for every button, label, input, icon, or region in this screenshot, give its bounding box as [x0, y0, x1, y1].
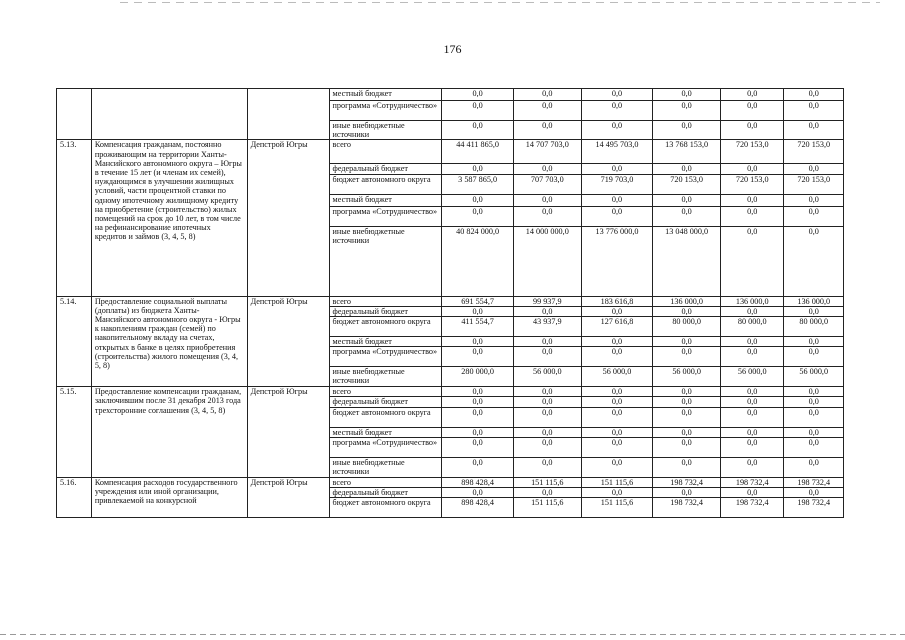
table-row	[57, 140, 844, 164]
page-number: 176	[443, 42, 462, 56]
amount-cell: 0,0	[581, 347, 653, 367]
budget-table-body	[57, 89, 844, 518]
amount-cell: 99 937,9	[513, 296, 581, 306]
funding-source: всего	[329, 296, 442, 306]
amount-cell: 0,0	[720, 347, 784, 367]
funding-source: программа «Сотрудничество»	[329, 347, 442, 367]
amount-cell: 198 732,4	[784, 498, 844, 518]
amount-cell: 691 554,7	[442, 296, 514, 306]
amount-cell: 0,0	[513, 164, 581, 174]
amount-cell: 0,0	[653, 89, 721, 101]
amount-cell: 136 000,0	[720, 296, 784, 306]
amount-cell: 0,0	[442, 121, 514, 140]
amount-cell: 0,0	[720, 121, 784, 140]
funding-source: местный бюджет	[329, 89, 442, 101]
item-number: 5.16.	[57, 477, 92, 517]
amount-cell: 56 000,0	[581, 367, 653, 387]
amount-cell: 0,0	[581, 407, 653, 427]
amount-cell: 0,0	[581, 164, 653, 174]
amount-cell: 720 153,0	[784, 174, 844, 194]
amount-cell: 0,0	[784, 347, 844, 367]
funding-source: программа «Сотрудничество»	[329, 101, 442, 121]
amount-cell: 0,0	[581, 337, 653, 347]
amount-cell: 720 153,0	[720, 140, 784, 164]
amount-cell: 0,0	[442, 437, 514, 457]
funding-source: федеральный бюджет	[329, 488, 442, 498]
amount-cell: 0,0	[653, 437, 721, 457]
amount-cell: 0,0	[784, 457, 844, 477]
amount-cell: 720 153,0	[653, 174, 721, 194]
amount-cell: 0,0	[653, 457, 721, 477]
amount-cell: 0,0	[513, 194, 581, 206]
amount-cell: 0,0	[513, 101, 581, 121]
amount-cell: 0,0	[653, 488, 721, 498]
amount-cell: 0,0	[653, 306, 721, 316]
amount-cell: 0,0	[442, 206, 514, 226]
amount-cell: 0,0	[581, 427, 653, 437]
amount-cell: 0,0	[581, 457, 653, 477]
amount-cell: 0,0	[581, 121, 653, 140]
amount-cell: 0,0	[784, 206, 844, 226]
funding-source: местный бюджет	[329, 427, 442, 437]
amount-cell: 13 776 000,0	[581, 226, 653, 296]
item-description: Предоставление социальной выплаты (доплаты) из бюджета Ханты-Мансийского автономного округа - Югры к накоплениям граждан (семей) по накопительному вкладу на счетах, открытых в банке в целях приобретения (строительства) жилого помещения (3, 4, 5, 8)	[91, 296, 247, 387]
amount-cell: 0,0	[784, 407, 844, 427]
funding-source: иные внебюджетные источники	[329, 367, 442, 387]
amount-cell: 0,0	[581, 89, 653, 101]
amount-cell: 0,0	[653, 397, 721, 407]
amount-cell: 0,0	[442, 194, 514, 206]
amount-cell: 0,0	[653, 427, 721, 437]
item-description: Предоставление компенсации гражданам, заключившим после 31 декабря 2013 года трехсторонние соглашения (3, 4, 5, 8)	[91, 387, 247, 478]
amount-cell: 898 428,4	[442, 477, 514, 487]
table-row	[57, 89, 844, 101]
amount-cell: 0,0	[784, 437, 844, 457]
amount-cell: 0,0	[513, 89, 581, 101]
amount-cell: 0,0	[784, 337, 844, 347]
amount-cell: 44 411 865,0	[442, 140, 514, 164]
amount-cell: 0,0	[581, 437, 653, 457]
amount-cell: 0,0	[442, 306, 514, 316]
amount-cell: 0,0	[513, 488, 581, 498]
funding-source: иные внебюджетные источники	[329, 226, 442, 296]
amount-cell: 127 616,8	[581, 317, 653, 337]
amount-cell: 80 000,0	[784, 317, 844, 337]
amount-cell: 0,0	[720, 337, 784, 347]
item-executor: Депстрой Югры	[247, 477, 329, 517]
amount-cell: 280 000,0	[442, 367, 514, 387]
amount-cell: 80 000,0	[720, 317, 784, 337]
amount-cell: 411 554,7	[442, 317, 514, 337]
amount-cell: 0,0	[720, 226, 784, 296]
amount-cell: 0,0	[442, 407, 514, 427]
amount-cell: 0,0	[720, 488, 784, 498]
funding-source: бюджет автономного округа	[329, 317, 442, 337]
amount-cell: 0,0	[653, 407, 721, 427]
amount-cell: 198 732,4	[784, 477, 844, 487]
amount-cell: 0,0	[513, 206, 581, 226]
amount-cell: 0,0	[653, 337, 721, 347]
amount-cell: 898 428,4	[442, 498, 514, 518]
item-description	[91, 89, 247, 140]
funding-source: иные внебюджетные источники	[329, 121, 442, 140]
amount-cell: 0,0	[720, 407, 784, 427]
amount-cell: 14 000 000,0	[513, 226, 581, 296]
funding-source: иные внебюджетные источники	[329, 457, 442, 477]
amount-cell: 0,0	[442, 387, 514, 397]
item-executor: Депстрой Югры	[247, 296, 329, 387]
amount-cell: 720 153,0	[720, 174, 784, 194]
funding-source: бюджет автономного округа	[329, 407, 442, 427]
item-number: 5.13.	[57, 140, 92, 296]
funding-source: всего	[329, 477, 442, 487]
scan-edge-top	[120, 2, 880, 3]
amount-cell: 0,0	[720, 206, 784, 226]
amount-cell: 0,0	[720, 101, 784, 121]
amount-cell: 0,0	[784, 101, 844, 121]
item-executor	[247, 89, 329, 140]
amount-cell: 0,0	[442, 457, 514, 477]
item-number	[57, 89, 92, 140]
amount-cell: 56 000,0	[784, 367, 844, 387]
amount-cell: 0,0	[720, 194, 784, 206]
amount-cell: 0,0	[581, 397, 653, 407]
amount-cell: 0,0	[653, 121, 721, 140]
funding-source: всего	[329, 387, 442, 397]
amount-cell: 198 732,4	[720, 498, 784, 518]
amount-cell: 0,0	[513, 337, 581, 347]
funding-source: федеральный бюджет	[329, 306, 442, 316]
amount-cell: 0,0	[442, 397, 514, 407]
item-description: Компенсация расходов государственного учреждения или иной организации, привлекаемой на конкурсной	[91, 477, 247, 517]
amount-cell: 0,0	[513, 397, 581, 407]
amount-cell: 3 587 865,0	[442, 174, 514, 194]
item-description: Компенсация гражданам, постоянно проживающим на территории Ханты-Мансийского автономного округа – Югры в течение 15 лет (и членам их семей), нуждающимся в улучшении жилищных условий, части процентной ставки по одному ипотечному жилищному кредиту на приобретение (строительство) жилых помещений на срок до 10 лет, в том числе на рефинансирование ипотечных кредитов и займов (3, 4, 5, 8)	[91, 140, 247, 296]
amount-cell: 0,0	[513, 407, 581, 427]
table-row	[57, 296, 844, 306]
amount-cell: 0,0	[784, 488, 844, 498]
scan-edge-bottom	[0, 634, 905, 635]
amount-cell: 0,0	[720, 397, 784, 407]
item-number: 5.14.	[57, 296, 92, 387]
amount-cell: 0,0	[442, 101, 514, 121]
amount-cell: 43 937,9	[513, 317, 581, 337]
amount-cell: 0,0	[784, 194, 844, 206]
amount-cell: 80 000,0	[653, 317, 721, 337]
amount-cell: 0,0	[720, 387, 784, 397]
amount-cell: 0,0	[653, 387, 721, 397]
amount-cell: 0,0	[513, 306, 581, 316]
amount-cell: 0,0	[653, 164, 721, 174]
amount-cell: 0,0	[653, 206, 721, 226]
amount-cell: 719 703,0	[581, 174, 653, 194]
amount-cell: 0,0	[442, 427, 514, 437]
amount-cell: 183 616,8	[581, 296, 653, 306]
amount-cell: 0,0	[581, 101, 653, 121]
amount-cell: 0,0	[513, 427, 581, 437]
amount-cell: 0,0	[720, 457, 784, 477]
funding-source: бюджет автономного округа	[329, 498, 442, 518]
amount-cell: 0,0	[720, 164, 784, 174]
amount-cell: 14 495 703,0	[581, 140, 653, 164]
amount-cell: 151 115,6	[513, 498, 581, 518]
funding-source: федеральный бюджет	[329, 164, 442, 174]
funding-source: программа «Сотрудничество»	[329, 437, 442, 457]
amount-cell: 151 115,6	[513, 477, 581, 487]
amount-cell: 0,0	[720, 306, 784, 316]
amount-cell: 0,0	[581, 206, 653, 226]
item-executor: Депстрой Югры	[247, 387, 329, 478]
amount-cell: 0,0	[442, 347, 514, 367]
amount-cell: 0,0	[784, 427, 844, 437]
amount-cell: 13 768 153,0	[653, 140, 721, 164]
amount-cell: 0,0	[784, 306, 844, 316]
amount-cell: 56 000,0	[513, 367, 581, 387]
amount-cell: 40 824 000,0	[442, 226, 514, 296]
amount-cell: 0,0	[581, 387, 653, 397]
amount-cell: 0,0	[784, 387, 844, 397]
amount-cell: 0,0	[513, 347, 581, 367]
amount-cell: 0,0	[784, 121, 844, 140]
item-executor: Депстрой Югры	[247, 140, 329, 296]
amount-cell: 0,0	[784, 397, 844, 407]
amount-cell: 0,0	[442, 337, 514, 347]
amount-cell: 198 732,4	[653, 498, 721, 518]
amount-cell: 0,0	[720, 427, 784, 437]
amount-cell: 198 732,4	[653, 477, 721, 487]
amount-cell: 56 000,0	[720, 367, 784, 387]
amount-cell: 0,0	[784, 89, 844, 101]
budget-table	[56, 88, 844, 518]
amount-cell: 151 115,6	[581, 498, 653, 518]
amount-cell: 136 000,0	[784, 296, 844, 306]
funding-source: всего	[329, 140, 442, 164]
amount-cell: 13 048 000,0	[653, 226, 721, 296]
amount-cell: 0,0	[513, 457, 581, 477]
amount-cell: 0,0	[513, 387, 581, 397]
amount-cell: 198 732,4	[720, 477, 784, 487]
amount-cell: 151 115,6	[581, 477, 653, 487]
amount-cell: 56 000,0	[653, 367, 721, 387]
amount-cell: 136 000,0	[653, 296, 721, 306]
funding-source: федеральный бюджет	[329, 397, 442, 407]
amount-cell: 0,0	[442, 89, 514, 101]
table-row	[57, 477, 844, 487]
amount-cell: 0,0	[581, 306, 653, 316]
amount-cell: 0,0	[720, 437, 784, 457]
amount-cell: 0,0	[513, 437, 581, 457]
amount-cell: 14 707 703,0	[513, 140, 581, 164]
amount-cell: 0,0	[653, 101, 721, 121]
amount-cell: 0,0	[784, 164, 844, 174]
funding-source: местный бюджет	[329, 194, 442, 206]
amount-cell: 0,0	[513, 121, 581, 140]
amount-cell: 0,0	[581, 488, 653, 498]
amount-cell: 0,0	[720, 89, 784, 101]
funding-source: местный бюджет	[329, 337, 442, 347]
amount-cell: 0,0	[581, 194, 653, 206]
amount-cell: 707 703,0	[513, 174, 581, 194]
funding-source: программа «Сотрудничество»	[329, 206, 442, 226]
amount-cell: 0,0	[784, 226, 844, 296]
table-row	[57, 387, 844, 397]
amount-cell: 720 153,0	[784, 140, 844, 164]
amount-cell: 0,0	[653, 194, 721, 206]
funding-source: бюджет автономного округа	[329, 174, 442, 194]
amount-cell: 0,0	[442, 164, 514, 174]
amount-cell: 0,0	[653, 347, 721, 367]
item-number: 5.15.	[57, 387, 92, 478]
amount-cell: 0,0	[442, 488, 514, 498]
